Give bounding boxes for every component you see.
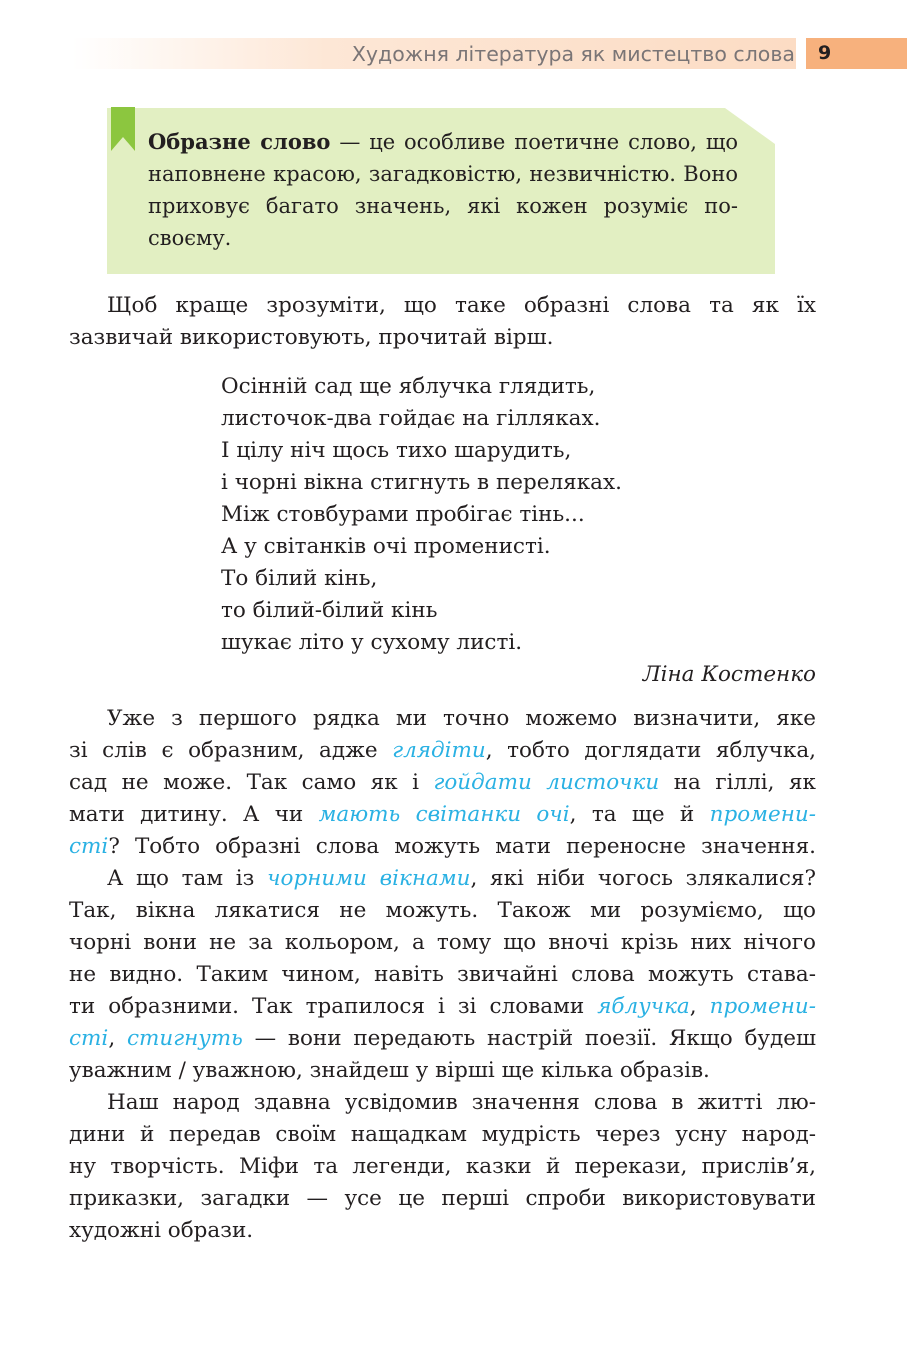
para3-line-2: дини й передав своїм нащадкам мудрість через усну народ-: [69, 1122, 816, 1147]
para3-line-3: ну творчість. Міфи та легенди, казки й перекази, прислів’я,: [69, 1154, 816, 1179]
highlighted-word: глядіти: [392, 738, 486, 763]
para3-line-4: приказки, загадки — усе це перші спроби використовувати: [69, 1186, 816, 1211]
poem-line: то білий-білий кінь: [221, 598, 438, 623]
highlighted-word: сті: [69, 834, 109, 859]
para1-line-1: Уже з першого рядка ми точно можемо визначити, яке: [107, 706, 816, 731]
page-number: 9: [818, 42, 832, 64]
definition-text: [148, 126, 738, 254]
highlighted-word: стигнуть: [126, 1026, 243, 1051]
highlighted-word: чорними вікнами: [267, 866, 471, 891]
para2-line-4: не видно. Таким чином, навіть звичайні слова можуть става-: [69, 962, 816, 987]
page-number-tab: [806, 38, 907, 69]
poem-line: То білий кінь,: [221, 566, 378, 591]
highlighted-word: промени-: [709, 994, 817, 1019]
para2-line-1: А що там із чорними вікнами, які ніби чогось злякалися?: [107, 866, 816, 891]
poem-line: листочок-два гойдає на гілляках.: [221, 406, 601, 431]
poem-line: А у світанків очі променисті.: [221, 534, 551, 559]
para1-line-4: мати дитину. А чи мають світанки очі, та ще й промени-: [69, 802, 817, 827]
para2-line-3: чорні вони не за кольором, а тому що вночі крізь них нічого: [69, 930, 816, 955]
definition-term: Образне слово: [148, 129, 331, 154]
para2-line-7: уважним / уважною, знайдеш у вірші ще кілька образів.: [69, 1058, 710, 1083]
intro-line-2: зазвичай використовують, прочитай вірш.: [69, 325, 554, 350]
bookmark-icon: [111, 107, 135, 151]
chapter-title: Художня література як мистецтво слова: [351, 42, 795, 66]
poem-line: і чорні вікна стигнуть в переляках.: [221, 470, 622, 495]
para1-line-3: сад не може. Так само як і гойдати листочки на гіллі, як: [69, 770, 816, 795]
para1-line-2: зі слів є образним, адже глядіти, тобто доглядати яблучка,: [69, 738, 816, 763]
poem-line: шукає літо у сухому листі.: [221, 630, 523, 655]
intro-line-1: Щоб краще зрозуміти, що таке образні слова та як їх: [107, 293, 816, 318]
highlighted-word: гойдати листочки: [433, 770, 660, 795]
definition-box-corner-line: [0, 0, 680, 50]
poem-line: Між стовбурами пробігає тінь...: [221, 502, 585, 527]
para2-line-2: Так, вікна лякатися не можуть. Також ми розуміємо, що: [69, 898, 816, 923]
para2-line-5: ти образними. Так трапилося і зі словами яблучка, промени-: [69, 994, 817, 1019]
highlighted-word: мають світанки очі: [318, 802, 570, 827]
poem-author: Ліна Костенко: [642, 662, 816, 687]
para2-line-6: сті, стигнуть — вони передають настрій поезії. Якщо будеш: [69, 1026, 817, 1051]
highlighted-word: яблучка: [597, 994, 690, 1019]
definition-body: — це особливе поетичне слово, що наповнене красою, загадковістю, незвичністю. Воно приховує багато значень, які кожен розуміє по-своєму.: [148, 130, 739, 250]
highlighted-word: сті: [69, 1026, 109, 1051]
para1-line-5: сті? Тобто образні слова можуть мати переносне значення.: [69, 834, 816, 859]
para3-line-1: Наш народ здавна усвідомив значення слова в житті лю-: [107, 1090, 816, 1115]
poem-line: І цілу ніч щось тихо шарудить,: [221, 438, 572, 463]
para3-line-5: художні образи.: [69, 1218, 254, 1243]
poem-line: Осінній сад ще яблучка глядить,: [221, 374, 596, 399]
highlighted-word: промени-: [709, 802, 817, 827]
